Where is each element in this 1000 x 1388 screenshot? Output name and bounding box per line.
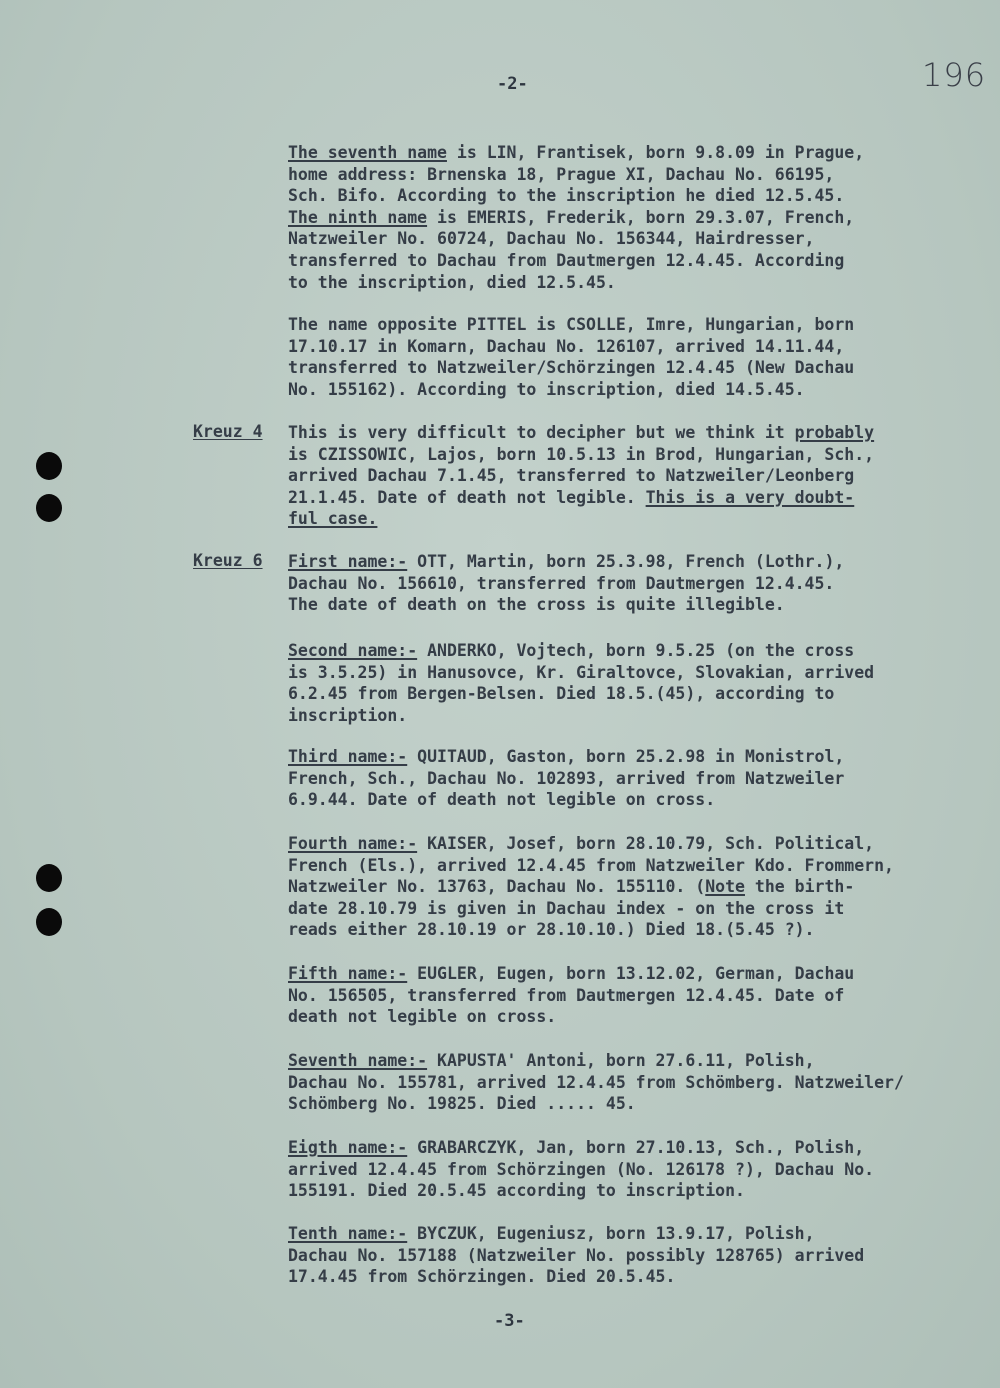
margin-label: Kreuz 6 — [193, 551, 263, 570]
margin-label: Kreuz 4 — [193, 422, 263, 441]
line-text: is CZISSOWIC, Lajos, born 10.5.13 in Brod, Hungarian, Sch., — [288, 444, 875, 464]
underlined-text: The ninth name — [288, 207, 428, 227]
line-text: 17.4.45 from Schörzingen. Died 20.5.45. — [288, 1267, 676, 1287]
line-text: to the inscription, died 12.5.45. — [288, 272, 616, 292]
paragraph — [288, 746, 928, 811]
text-line — [288, 1050, 928, 1072]
line-text: arrived Dachau 7.1.45, transferred to Natzweiler/Leonberg — [288, 466, 855, 486]
underlined-text: This is a very doubt- — [645, 487, 855, 507]
line-text: home address: Brnenska 18, Prague XI, Dachau No. 66195, — [288, 164, 835, 184]
paragraph — [288, 640, 928, 726]
text-line — [288, 1006, 928, 1028]
text-line — [288, 379, 928, 401]
text-line — [288, 314, 928, 336]
text-line — [288, 551, 928, 573]
line-text: BYCZUK, Eugeniusz, born 13.9.17, Polish, — [407, 1224, 815, 1243]
line-text: Dachau No. 157188 (Natzweiler No. possibly 128765) arrived — [288, 1245, 865, 1265]
line-text: is 3.5.25) in Hanusovce, Kr. Giraltovce, Slovakian, arrived — [288, 662, 875, 682]
line-text: This is very difficult to decipher but we think it — [288, 423, 795, 442]
text-line — [288, 164, 928, 186]
text-line — [288, 1180, 928, 1202]
punch-hole — [36, 452, 62, 480]
text-line — [288, 508, 928, 530]
line-text: Sch. Bifo. According to the inscription he died 12.5.45. — [288, 186, 845, 206]
paragraph — [288, 833, 928, 941]
underlined-text: Note — [705, 877, 745, 897]
underlined-text: Fifth name:- — [288, 964, 408, 983]
line-text: reads either 28.10.19 or 28.10.10.) Died 18.(5.45 ?). — [288, 920, 815, 940]
line-text: 6.9.44. Date of death not legible on cross. — [288, 790, 716, 810]
line-text: Natzweiler No. 60724, Dachau No. 156344, Hairdresser, — [288, 229, 815, 249]
text-line — [288, 876, 928, 898]
underlined-text: Fourth name:- — [288, 834, 418, 853]
line-text: Dachau No. 156610, transferred from Dautmergen 12.4.45. — [288, 573, 835, 593]
text-line — [288, 1137, 928, 1159]
line-text: The date of death on the cross is quite illegible. — [288, 595, 785, 615]
text-line — [288, 573, 928, 595]
line-text: transferred to Dachau from Dautmergen 12.4.45. According — [288, 250, 845, 270]
handwritten-page-number: 196 — [922, 56, 987, 94]
text-line — [288, 594, 928, 616]
text-line — [288, 185, 928, 207]
underlined-text: probably — [794, 423, 875, 442]
text-line — [288, 1266, 928, 1288]
line-text: EUGLER, Eugen, born 13.12.02, German, Dachau — [407, 964, 855, 983]
text-line — [288, 855, 928, 877]
line-text: 17.10.17 in Komarn, Dachau No. 126107, arrived 14.11.44, — [288, 336, 845, 356]
line-text: OTT, Martin, born 25.3.98, French (Lothr.), — [407, 552, 845, 571]
underlined-text: ful case. — [288, 509, 378, 529]
text-line — [288, 1159, 928, 1181]
line-text: KAPUSTA' Antoni, born 27.6.11, Polish, — [427, 1051, 815, 1070]
line-text: GRABARCZYK, Jan, born 27.10.13, Sch., Polish, — [407, 1138, 865, 1157]
line-text: transferred to Natzweiler/Schörzingen 12.4.45 (New Dachau — [288, 358, 855, 378]
text-line — [288, 465, 928, 487]
underlined-text: The seventh name — [288, 143, 447, 162]
line-text: is EMERIS, Frederik, born 29.3.07, French, — [427, 207, 855, 227]
paragraph — [288, 1137, 928, 1202]
line-text: Schömberg No. 19825. Died ..... 45. — [288, 1094, 636, 1114]
underlined-text: Second name:- — [288, 641, 418, 660]
page-number-bottom: -3- — [494, 1311, 525, 1331]
text-line — [288, 228, 928, 250]
line-text: French, Sch., Dachau No. 102893, arrived from Natzweiler — [288, 768, 845, 788]
text-line — [288, 422, 928, 444]
text-line — [288, 444, 928, 466]
paragraph — [288, 963, 928, 1028]
text-line — [288, 789, 928, 811]
page-number-top: -2- — [497, 74, 528, 94]
line-text: The name opposite PITTEL is CSOLLE, Imre, Hungarian, born — [288, 315, 855, 334]
text-line — [288, 898, 928, 920]
underlined-text: Tenth name:- — [288, 1224, 408, 1243]
text-line — [288, 357, 928, 379]
underlined-text: First name:- — [288, 552, 408, 571]
line-text: inscription. — [288, 705, 408, 725]
paragraph — [288, 314, 928, 400]
text-line — [288, 1093, 928, 1115]
line-text: 6.2.45 from Bergen-Belsen. Died 18.5.(45), according to — [288, 684, 835, 704]
underlined-text: Eigth name:- — [288, 1138, 408, 1157]
line-text: ANDERKO, Vojtech, born 9.5.25 (on the cross — [417, 641, 855, 660]
text-line — [288, 963, 928, 985]
underlined-text: Third name:- — [288, 747, 408, 766]
paragraph — [288, 1050, 928, 1115]
line-text: KAISER, Josef, born 28.10.79, Sch. Political, — [417, 834, 875, 853]
line-text: 21.1.45. Date of death not legible. — [288, 487, 646, 507]
text-line — [288, 640, 928, 662]
punch-hole — [36, 494, 62, 522]
text-line — [288, 1223, 928, 1245]
line-text: 155191. Died 20.5.45 according to inscription. — [288, 1181, 745, 1201]
text-line — [288, 487, 928, 509]
line-text: is LIN, Frantisek, born 9.8.09 in Prague, — [446, 143, 865, 162]
line-text: QUITAUD, Gaston, born 25.2.98 in Monistrol, — [407, 747, 845, 766]
line-text: No. 155162). According to inscription, died 14.5.45. — [288, 379, 805, 399]
text-line — [288, 1245, 928, 1267]
text-line — [288, 207, 928, 229]
text-line — [288, 250, 928, 272]
text-line — [288, 768, 928, 790]
line-text: No. 156505, transferred from Dautmergen 12.4.45. Date of — [288, 985, 845, 1005]
text-line — [288, 662, 928, 684]
line-text: arrived 12.4.45 from Schörzingen (No. 126178 ?), Dachau No. — [288, 1159, 875, 1179]
text-line — [288, 336, 928, 358]
text-line — [288, 705, 928, 727]
line-text: the birth- — [744, 877, 855, 897]
text-line — [288, 985, 928, 1007]
paragraph — [288, 142, 928, 293]
paragraph — [288, 422, 928, 530]
text-line — [288, 746, 928, 768]
line-text: Dachau No. 155781, arrived 12.4.45 from Schömberg. Natzweiler/ — [288, 1072, 904, 1092]
text-line — [288, 272, 928, 294]
paragraph — [288, 1223, 928, 1288]
text-line — [288, 142, 928, 164]
line-text: French (Els.), arrived 12.4.45 from Natzweiler Kdo. Frommern, — [288, 855, 894, 875]
underlined-text: Seventh name:- — [288, 1051, 428, 1070]
punch-hole — [36, 864, 62, 892]
text-line — [288, 1072, 928, 1094]
line-text: death not legible on cross. — [288, 1007, 557, 1027]
line-text: Natzweiler No. 13763, Dachau No. 155110. ( — [288, 877, 706, 897]
punch-hole — [36, 908, 62, 936]
text-line — [288, 683, 928, 705]
text-line — [288, 833, 928, 855]
text-line — [288, 919, 928, 941]
paragraph — [288, 551, 928, 616]
line-text: date 28.10.79 is given in Dachau index - on the cross it — [288, 898, 845, 918]
